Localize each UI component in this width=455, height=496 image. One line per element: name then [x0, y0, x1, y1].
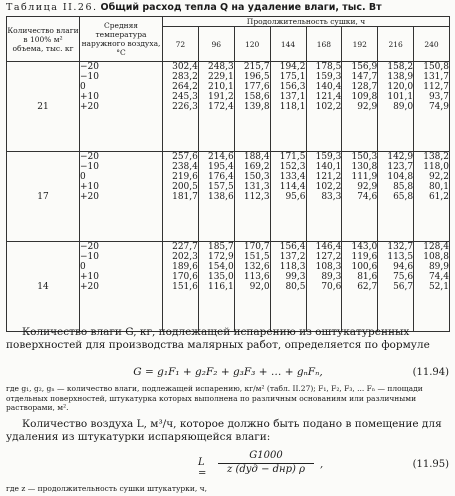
- temperature-cell: [80, 242, 163, 332]
- heat-value-cell: [414, 62, 450, 152]
- heat-value: 92,9: [357, 182, 378, 192]
- heat-value: 264,2: [172, 82, 198, 92]
- heat-value: 188,4: [243, 152, 270, 162]
- heat-value: 140,1: [315, 162, 342, 172]
- heat-value: 143,0: [351, 242, 378, 252]
- heat-value: 119,6: [351, 252, 378, 262]
- heat-value: 127,2: [315, 252, 342, 262]
- temperature-value: +20: [80, 102, 99, 112]
- heat-value: 135,0: [207, 272, 234, 282]
- heat-value-cell: [378, 242, 414, 332]
- heat-value-cell: [163, 62, 199, 152]
- heat-value-cell: [270, 152, 306, 242]
- heat-value-cell: [234, 152, 270, 242]
- heat-value: 80,5: [285, 282, 306, 292]
- heat-value: 169,2: [243, 162, 270, 172]
- moisture-quantity-cell: 21: [7, 62, 80, 152]
- moisture-quantity-cell: 14: [7, 242, 80, 332]
- formula-air-tail: ,: [320, 459, 324, 470]
- heat-value: 101,1: [387, 92, 414, 102]
- heat-value: 156,3: [279, 82, 306, 92]
- heat-value: 196,5: [243, 72, 270, 82]
- heat-value: 142,9: [387, 152, 414, 162]
- heat-value: 92,9: [357, 102, 378, 112]
- temperature-value: −20: [80, 62, 99, 72]
- heat-value: 108,8: [423, 252, 449, 262]
- heat-value: 65,8: [393, 192, 414, 202]
- heat-value-cell: [198, 242, 234, 332]
- heat-value: 210,1: [207, 82, 234, 92]
- heat-value: 302,4: [172, 62, 198, 72]
- table-title: Общий расход тепла Q на удаление влаги, тыс. Вт: [100, 2, 382, 13]
- heat-value-cell: [414, 152, 450, 242]
- table-row: [7, 242, 450, 332]
- heat-value: 154,0: [207, 262, 234, 272]
- heat-value: 137,1: [279, 92, 306, 102]
- header-drying-duration: Продолжительность сушки, ч: [163, 17, 450, 27]
- heat-value: 214,6: [207, 152, 234, 162]
- heat-value: 92,2: [428, 172, 449, 182]
- heat-value: 113,5: [387, 252, 414, 262]
- temperature-cell: [80, 62, 163, 152]
- paragraph-moisture: [6, 326, 446, 352]
- heat-value: 89,3: [321, 272, 342, 282]
- table-row: [7, 152, 450, 242]
- heat-value: 74,9: [428, 102, 449, 112]
- heat-value: 108,3: [315, 262, 342, 272]
- heat-value: 89,0: [393, 102, 414, 112]
- heat-value-cell: [378, 152, 414, 242]
- heat-value: 226,3: [172, 102, 198, 112]
- heat-value: 83,3: [321, 192, 342, 202]
- heat-value: 200,5: [172, 182, 198, 192]
- heat-value: 171,5: [279, 152, 306, 162]
- heat-value-cell: [270, 242, 306, 332]
- heat-value: 52,1: [428, 282, 449, 292]
- heat-value: 118,3: [279, 262, 306, 272]
- heat-value: 116,1: [207, 282, 234, 292]
- formula-moisture-number: (11.94): [412, 367, 449, 378]
- heat-value: 146,4: [315, 242, 342, 252]
- heat-value: 102,2: [315, 182, 342, 192]
- temperature-value: 0: [80, 82, 86, 92]
- heat-value-cell: [234, 62, 270, 152]
- header-duration: 168: [306, 27, 342, 62]
- heat-value: 181,7: [172, 192, 198, 202]
- heat-value: 229,1: [207, 72, 234, 82]
- heat-value: 283,2: [172, 72, 198, 82]
- heat-value-cell: [378, 62, 414, 152]
- heat-value: 202,3: [172, 252, 198, 262]
- heat-value: 139,8: [243, 102, 270, 112]
- heat-value: 150,3: [351, 152, 378, 162]
- heat-value: 194,2: [279, 62, 306, 72]
- heat-value-cell: [342, 152, 378, 242]
- table-number: Таблица II.26.: [6, 2, 98, 13]
- heat-value: 138,2: [423, 152, 449, 162]
- heat-value: 112,7: [423, 82, 449, 92]
- heat-value-cell: [306, 152, 342, 242]
- header-outdoor-temperature: Средняя температура наружного воздуха, °С: [80, 17, 163, 62]
- heat-value-cell: [163, 242, 199, 332]
- heat-value: 109,8: [351, 92, 378, 102]
- heat-value-cell: [198, 62, 234, 152]
- temperature-value: −10: [80, 72, 99, 82]
- heat-value: 132,6: [243, 262, 270, 272]
- heat-value-cell: [270, 62, 306, 152]
- heat-value-cell: [163, 152, 199, 242]
- heat-value: 191,2: [207, 92, 234, 102]
- heat-consumption-table: [6, 16, 450, 332]
- heat-value: 133,4: [279, 172, 306, 182]
- table-row: [7, 62, 450, 152]
- heat-value: 75,6: [393, 272, 414, 282]
- heat-value: 102,2: [315, 102, 342, 112]
- heat-value: 138,6: [207, 192, 234, 202]
- formula-air-denominator: z (dуд − dнр) ρ: [227, 464, 305, 475]
- heat-value: 189,6: [172, 262, 198, 272]
- heat-value: 150,3: [243, 172, 270, 182]
- heat-value: 158,6: [243, 92, 270, 102]
- paragraph-moisture-text: Количество влаги G, кг, подлежащей испарению из оштукатуренных поверхностей для производства малярных работ, определяется по формуле: [6, 326, 430, 351]
- table-body: [7, 62, 450, 332]
- heat-value: 152,3: [279, 162, 306, 172]
- table-caption: [6, 2, 382, 13]
- heat-value: 62,7: [357, 282, 378, 292]
- temperature-value: 0: [80, 172, 86, 182]
- heat-value: 85,8: [393, 182, 414, 192]
- heat-value: 80,1: [428, 182, 449, 192]
- temperature-value: +20: [80, 282, 99, 292]
- heat-value: 248,3: [207, 62, 234, 72]
- heat-value: 70,6: [321, 282, 342, 292]
- heat-value: 131,3: [243, 182, 270, 192]
- temperature-cell: [80, 152, 163, 242]
- heat-value: 257,6: [172, 152, 198, 162]
- header-duration: 96: [198, 27, 234, 62]
- heat-value: 172,4: [207, 102, 234, 112]
- header-duration: 240: [414, 27, 450, 62]
- temperature-value: +10: [80, 272, 99, 282]
- temperature-value: −10: [80, 252, 99, 262]
- heat-value: 175,1: [279, 72, 306, 82]
- header-duration: 144: [270, 27, 306, 62]
- formula-air-number: (11.95): [412, 459, 449, 470]
- header-moisture-quantity: Количество влаги в 100% м² объема, тыс. кг: [7, 17, 80, 62]
- heat-value-cell: [306, 242, 342, 332]
- heat-value-cell: [414, 242, 450, 332]
- heat-value: 185,7: [207, 242, 234, 252]
- heat-value: 56,7: [393, 282, 414, 292]
- heat-value: 74,4: [428, 272, 449, 282]
- heat-value: 74,6: [357, 192, 378, 202]
- heat-value: 170,7: [243, 242, 270, 252]
- heat-value-cell: [342, 62, 378, 152]
- heat-value: 81,6: [357, 272, 378, 282]
- heat-value: 238,4: [172, 162, 198, 172]
- heat-value: 118,1: [279, 102, 306, 112]
- heat-value: 118,0: [423, 162, 449, 172]
- formula-air-numerator: G1000: [249, 450, 283, 461]
- heat-value: 140,4: [315, 82, 342, 92]
- heat-value: 104,8: [387, 172, 414, 182]
- heat-value: 159,3: [315, 72, 342, 82]
- formula-air-lhs: L =: [198, 457, 207, 479]
- heat-value: 219,6: [172, 172, 198, 182]
- heat-value: 156,4: [279, 242, 306, 252]
- heat-value-cell: [306, 62, 342, 152]
- heat-value: 131,7: [423, 72, 449, 82]
- heat-value: 112,3: [243, 192, 270, 202]
- heat-value: 99,3: [285, 272, 306, 282]
- heat-value: 147,7: [351, 72, 378, 82]
- heat-value: 151,5: [243, 252, 270, 262]
- heat-value: 158,2: [387, 62, 414, 72]
- heat-value: 93,7: [428, 92, 449, 102]
- moisture-quantity-cell: 17: [7, 152, 80, 242]
- heat-value: 159,3: [315, 152, 342, 162]
- heat-value: 130,8: [351, 162, 378, 172]
- heat-value: 132,7: [387, 242, 414, 252]
- heat-value: 176,4: [207, 172, 234, 182]
- heat-value: 123,7: [387, 162, 414, 172]
- temperature-value: 0: [80, 262, 86, 272]
- heat-value: 128,7: [351, 82, 378, 92]
- heat-value: 245,3: [172, 92, 198, 102]
- heat-value: 95,6: [285, 192, 306, 202]
- temperature-value: −20: [80, 152, 99, 162]
- heat-value: 120,0: [387, 82, 414, 92]
- heat-value: 61,2: [428, 192, 449, 202]
- heat-value: 114,4: [279, 182, 306, 192]
- heat-value: 215,7: [243, 62, 270, 72]
- heat-value: 94,6: [393, 262, 414, 272]
- paragraph-air: [6, 418, 446, 444]
- heat-value: 172,9: [207, 252, 234, 262]
- heat-value: 128,4: [423, 242, 449, 252]
- header-duration: 216: [378, 27, 414, 62]
- header-duration: 192: [342, 27, 378, 62]
- heat-value: 113,6: [243, 272, 270, 282]
- heat-value: 227,7: [172, 242, 198, 252]
- heat-value: 150,8: [423, 62, 449, 72]
- note-duration: где z — продолжительность сушки штукатурки, ч,: [6, 484, 207, 493]
- heat-value: 151,6: [172, 282, 198, 292]
- heat-value: 121,2: [315, 172, 342, 182]
- heat-value: 121,4: [315, 92, 342, 102]
- header-duration: 72: [163, 27, 199, 62]
- temperature-value: −20: [80, 242, 99, 252]
- heat-value-cell: [234, 242, 270, 332]
- heat-value: 156,9: [351, 62, 378, 72]
- temperature-value: +10: [80, 182, 99, 192]
- heat-value: 137,2: [279, 252, 306, 262]
- heat-value: 111,9: [351, 172, 378, 182]
- temperature-value: +20: [80, 192, 99, 202]
- heat-value: 157,5: [207, 182, 234, 192]
- heat-value: 100,6: [351, 262, 378, 272]
- temperature-value: +10: [80, 92, 99, 102]
- heat-value-cell: [198, 152, 234, 242]
- heat-value: 138,9: [387, 72, 414, 82]
- heat-value: 178,5: [315, 62, 342, 72]
- heat-value: 195,4: [207, 162, 234, 172]
- heat-value: 92,0: [249, 282, 270, 292]
- note-variables: где g₁, g₂, gₙ — количество влаги, подлежащей испарению, кг/м² (табл. II.27); F₁, F₂, F₃, ... Fₙ — площади отдельных поверхностей, штукатурка которых выполнена по различным основаниям или различными растворами, м².: [6, 384, 423, 412]
- temperature-value: −10: [80, 162, 99, 172]
- heat-value-cell: [342, 242, 378, 332]
- paragraph-air-text: Количество воздуха L, м³/ч, которое должно быть подано в помещение для удаления из штукатурки испаряющейся влаги:: [6, 418, 442, 443]
- header-duration: 120: [234, 27, 270, 62]
- heat-value: 89,9: [428, 262, 449, 272]
- heat-value: 177,6: [243, 82, 270, 92]
- formula-moisture: G = g₁F₁ + g₂F₂ + g₃F₃ + … + gₙFₙ,: [133, 366, 323, 378]
- heat-value: 170,6: [172, 272, 198, 282]
